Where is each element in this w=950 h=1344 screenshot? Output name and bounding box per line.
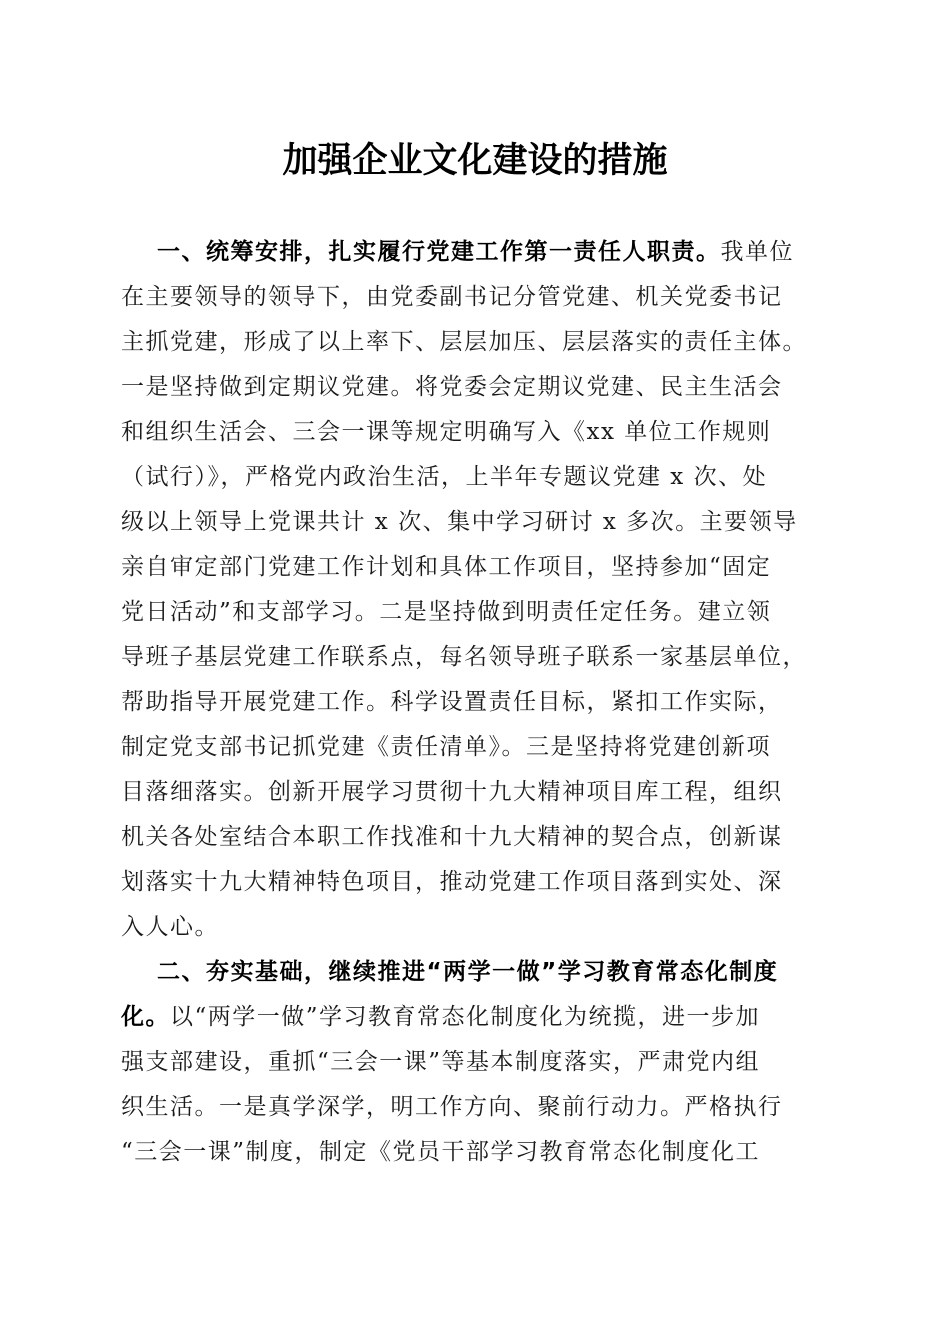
- section-heading-1: 一、统筹安排，扎实履行党建工作第一责任人职责。: [157, 239, 721, 265]
- paragraph-line: 帮助指导开展党建工作。科学设置责任目标，紧扣工作实际，: [121, 689, 783, 715]
- paragraph-line: 导班子基层党建工作联系点，每名领导班子联系一家基层单位，: [121, 644, 807, 670]
- paragraph-line: 强支部建设，重抓“三会一课”等基本制度落实，严肃党内组: [121, 1049, 761, 1075]
- line-text: 我单位: [720, 239, 794, 265]
- paragraph-line: 一是坚持做到定期议党建。将党委会定期议党建、民主生活会: [121, 374, 783, 400]
- paragraph-line: 亲自审定部门党建工作计划和具体工作项目，坚持参加“固定: [121, 554, 772, 580]
- paragraph-line: 级以上领导上党课共计 x 次、集中学习研讨 x 多次。主要领导: [121, 509, 798, 535]
- paragraph-line: 入人心。: [121, 914, 219, 940]
- document-body: [121, 230, 825, 1175]
- paragraph-line: [121, 230, 825, 275]
- paragraph-line: 主抓党建，形成了以上率下、层层加压、层层落实的责任主体。: [121, 329, 807, 355]
- paragraph-line: 划落实十九大精神特色项目，推动党建工作项目落到实处、深: [121, 869, 783, 895]
- paragraph-line: 党日活动”和支部学习。二是坚持做到明责任定任务。建立领: [121, 599, 772, 625]
- paragraph-line: 在主要领导的领导下，由党委副书记分管党建、机关党委书记: [121, 284, 783, 310]
- line-text: 以“两学一做”学习教育常态化制度化为统揽，进一步加: [170, 1004, 761, 1030]
- paragraph-line: “三会一课”制度，制定《党员干部学习教育常态化制度化工: [121, 1139, 761, 1165]
- paragraph-line: 目落细落实。创新开展学习贯彻十九大精神项目库工程，组织: [121, 779, 783, 805]
- section-heading-2-cont: 化。: [121, 1004, 170, 1030]
- paragraph-line: 和组织生活会、三会一课等规定明确写入《xx 单位工作规则: [121, 419, 772, 445]
- paragraph-line: （试行）》，严格党内政治生活，上半年专题议党建 x 次、处: [121, 464, 768, 490]
- document-title: 加强企业文化建设的措施: [282, 140, 668, 181]
- paragraph-line: [121, 995, 825, 1040]
- paragraph-line: [121, 950, 825, 995]
- paragraph-line: 织生活。一是真学深学，明工作方向、聚前行动力。严格执行: [121, 1094, 783, 1120]
- paragraph-line: 制定党支部书记抓党建《责任清单》。三是坚持将党建创新项: [121, 734, 771, 760]
- paragraph-line: 机关各处室结合本职工作找准和十九大精神的契合点，创新谋: [121, 824, 783, 850]
- section-heading-2: 二、夯实基础，继续推进“两学一做”学习教育常态化制度: [157, 959, 779, 985]
